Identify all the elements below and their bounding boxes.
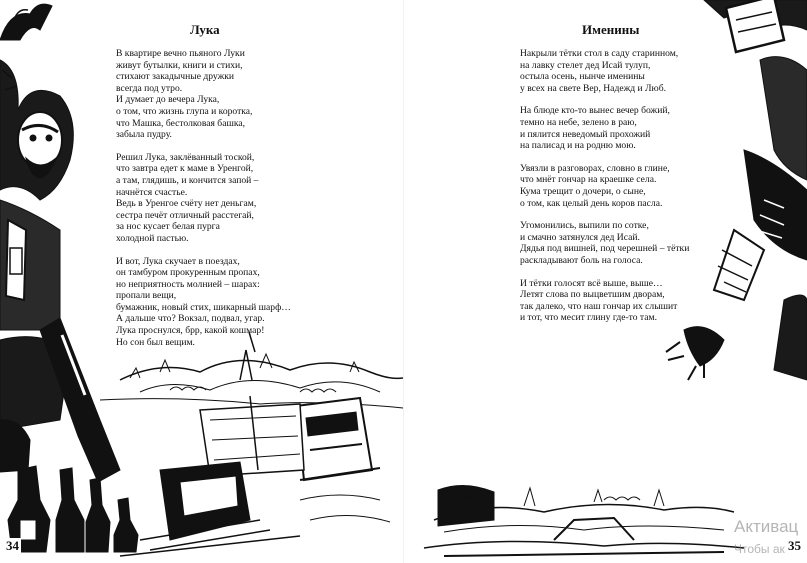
- poem-line: стихают закадычные дружки: [116, 71, 235, 83]
- poem-line: Решил Лука, заклёванный тоской,: [116, 151, 255, 163]
- poem-line: на палисад и на родню мою.: [520, 140, 636, 152]
- poem-line: живут бутылки, книги и стихи,: [116, 59, 243, 71]
- poem-line: сестра печёт отличный расстегай,: [116, 209, 254, 221]
- poem-line: Угомонились, выпили по сотке,: [520, 220, 649, 232]
- poem-line: раскладывают боль на голоса.: [520, 254, 643, 266]
- poem-line: но неприятность молнией – шарах:: [116, 278, 260, 290]
- poem-line: остыла осень, нынче именины: [520, 71, 645, 83]
- poem-line: и тот, что месит глину где-то там.: [520, 312, 657, 324]
- poem-line: он тамбуром прокуренным пропах,: [116, 267, 260, 279]
- stanza: [520, 220, 689, 266]
- poem-line: а там, глядишь, и кончится запой –: [116, 174, 259, 186]
- poem-line: Дядья под вишней, под черешней – тётки: [520, 243, 690, 255]
- stanza: [520, 163, 689, 209]
- poem-line: так далеко, что наш гончар их слышит: [520, 300, 678, 312]
- poem-line: и смачно затянулся дед Исай.: [520, 231, 640, 243]
- activation-watermark-subtitle: Чтобы ак: [734, 542, 785, 556]
- activation-watermark-title: Активац: [734, 517, 799, 536]
- poem-line: И думает до вечера Лука,: [116, 94, 220, 106]
- stanza: [116, 48, 291, 141]
- poem-line: На блюде кто-то вынес вечер божий,: [520, 105, 670, 117]
- right-page: [404, 0, 807, 563]
- poem-line: А дальше что? Вокзал, подвал, угар.: [116, 313, 265, 325]
- poem-line: Лука проснулся, брр, какой кошмар!: [116, 325, 265, 337]
- page-number-left: 34: [6, 538, 19, 553]
- poem-title-imeniny: Именины: [582, 22, 640, 37]
- poem-body-luka: [116, 48, 291, 359]
- field-landscape-sketch: [424, 485, 744, 556]
- poem-line: что Машка, бестолковая башка,: [116, 117, 246, 129]
- poem-line: И тётки голосят всё выше, выше…: [520, 277, 663, 289]
- poem-line: Но сон был вещим.: [116, 336, 195, 348]
- poem-line: о том, как целый день коров пасла.: [520, 197, 663, 209]
- poem-body-imeniny: [520, 48, 689, 335]
- stanza: [520, 105, 689, 151]
- stanza: [116, 256, 291, 349]
- poem-line: В квартире вечно пьяного Луки: [116, 48, 245, 59]
- poem-line: за нос кусает белая пурга: [116, 221, 220, 233]
- left-page: [0, 0, 403, 563]
- poem-line: Накрыли тётки стол в саду старинном,: [520, 48, 679, 59]
- poem-line: и пялится неведомый прохожий: [520, 128, 651, 140]
- poem-line: бумажник, новый стих, шикарный шарф…: [116, 301, 291, 313]
- train-landscape-sketch: [100, 332, 403, 556]
- poem-line: начнётся счастье.: [116, 186, 188, 198]
- stanza: [116, 152, 291, 245]
- stanza: [520, 48, 689, 94]
- poem-line: темно на небе, зелено в раю,: [520, 116, 637, 128]
- poem-line: Кума трещит о дочери, о сыне,: [520, 185, 646, 197]
- poem-line: Ведь в Уренгое счёту нет деньгам,: [116, 198, 257, 210]
- poem-line: пропали вещи,: [116, 290, 177, 302]
- poem-line: холодной пастью.: [116, 232, 189, 244]
- poem-line: забыла пудру.: [116, 129, 172, 141]
- poem-line: Летят слова по выцветшим дворам,: [520, 289, 665, 301]
- poem-line: о том, что жизнь глупа и коротка,: [116, 105, 253, 117]
- poem-title-luka: Лука: [190, 22, 220, 37]
- poem-line: у всех на свете Вер, Надежд и Люб.: [520, 82, 666, 94]
- poem-line: Увязли в разговорах, словно в глине,: [520, 162, 670, 174]
- poem-line: что завтра едет к маме в Уренгой,: [116, 163, 254, 175]
- stanza: [520, 278, 689, 324]
- poem-line: всегда под утро.: [116, 82, 183, 94]
- poem-line: И вот, Лука скучает в поездах,: [116, 255, 240, 267]
- page-number-right: 35: [788, 538, 801, 553]
- poem-line: на лавку стелет дед Исай тулуп,: [520, 59, 651, 71]
- poem-line: что мнёт гончар на краешке села.: [520, 174, 657, 186]
